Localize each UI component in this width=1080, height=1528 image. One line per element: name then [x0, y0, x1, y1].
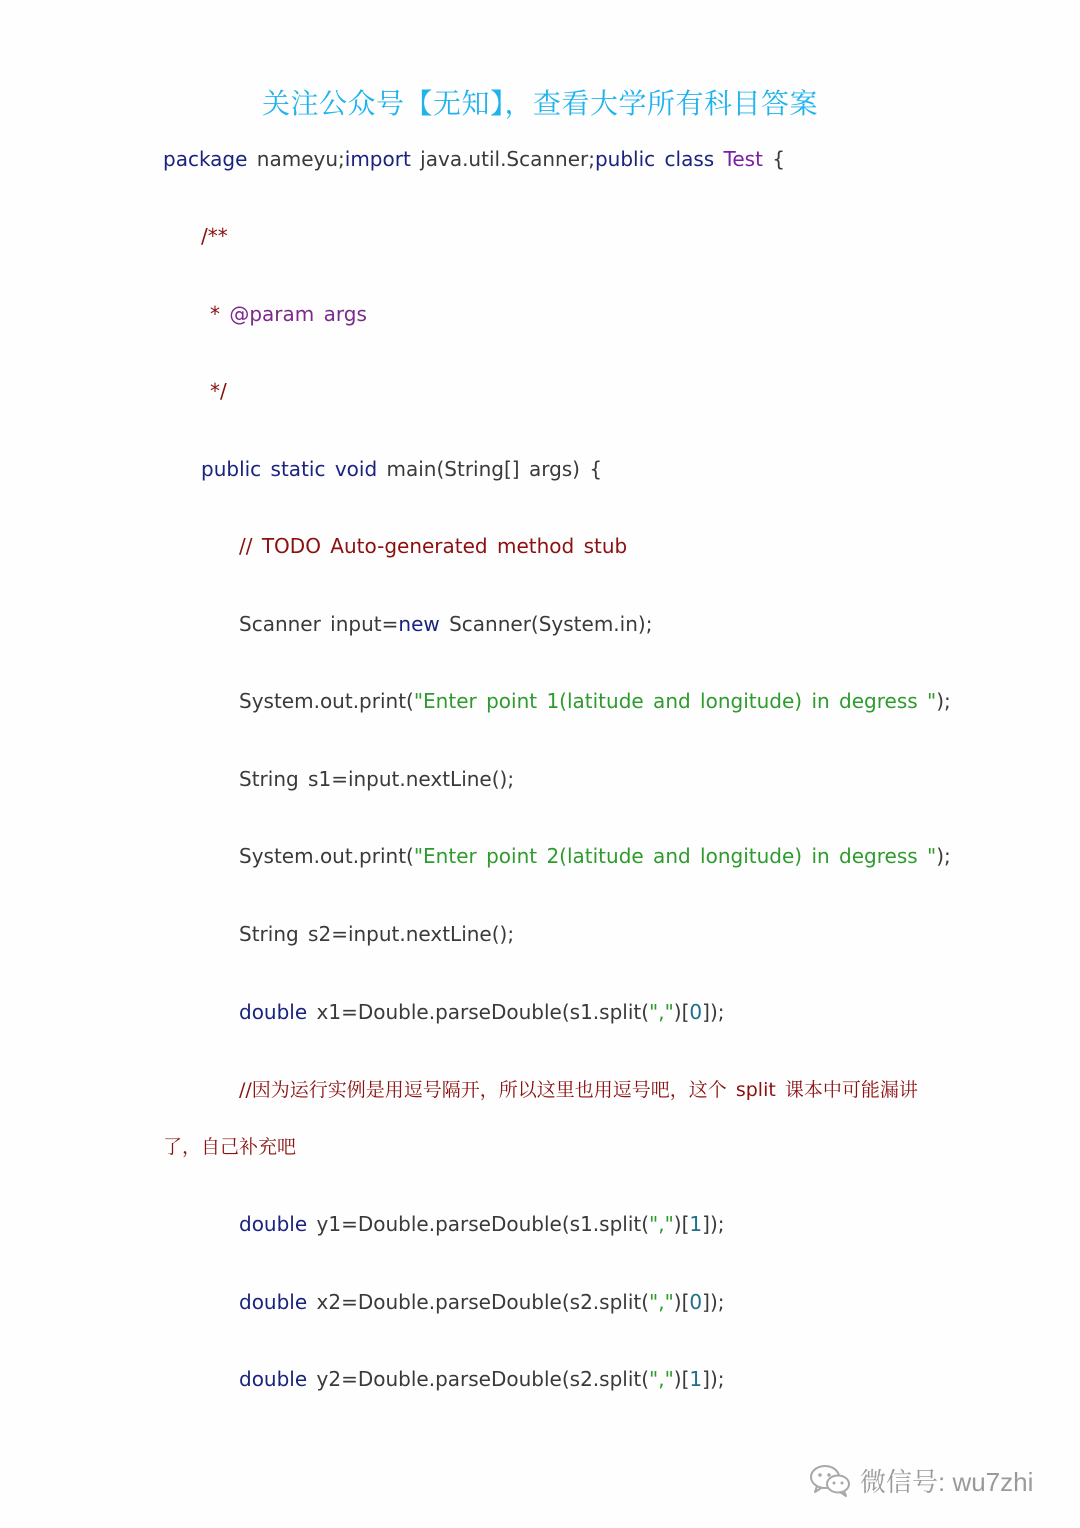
keyword: double [239, 1290, 308, 1314]
keyword: class [664, 147, 715, 171]
watermark-text: 微信号: wu7zhi [860, 1466, 1034, 1497]
code-text: nameyu; [247, 147, 345, 171]
wechat-watermark [808, 1460, 1033, 1500]
keyword: static [270, 457, 326, 481]
keyword: double [239, 1000, 308, 1024]
code-line-scanner [239, 610, 652, 638]
code-text: )[ [673, 1212, 690, 1236]
code-line-print-point1 [239, 687, 951, 715]
keyword: void [334, 457, 378, 481]
javadoc-text: args [314, 302, 367, 326]
code-line-package [163, 145, 785, 173]
code-text: ); [936, 689, 951, 713]
code-text: java.util.Scanner; [410, 147, 595, 171]
code-line-x1 [239, 998, 724, 1026]
code-line-y1 [239, 1210, 724, 1238]
keyword: import [344, 147, 411, 171]
comment-text: * [210, 302, 230, 326]
code-text: Scanner input= [239, 612, 399, 636]
code-line-read-s1: String s1=input.nextLine(); [239, 767, 515, 791]
string-literal: "Enter point 2(latitude and longitude) in degress " [413, 844, 937, 868]
string-literal: "," [649, 1290, 674, 1314]
number-literal: 1 [689, 1367, 703, 1391]
code-text: y1=Double.parseDouble(s1.split( [307, 1212, 650, 1236]
code-text: Scanner(System.in); [439, 612, 653, 636]
keyword: new [398, 612, 440, 636]
keyword: double [239, 1212, 308, 1236]
keyword: public [201, 457, 262, 481]
code-line-x2 [239, 1288, 724, 1316]
code-text [714, 147, 723, 171]
wechat-icon [808, 1462, 852, 1498]
number-literal: 0 [689, 1290, 703, 1314]
code-text: )[ [673, 1367, 690, 1391]
javadoc-tag: @param [229, 302, 315, 326]
code-line-todo-comment: // TODO Auto-generated method stub [239, 534, 628, 558]
code-text: x2=Double.parseDouble(s2.split( [307, 1290, 650, 1314]
code-text: ]); [702, 1367, 725, 1391]
code-text [655, 147, 664, 171]
code-text: ]); [702, 1290, 725, 1314]
code-text: ]); [702, 1000, 725, 1024]
code-line-main-signature [201, 455, 602, 483]
number-literal: 1 [689, 1212, 703, 1236]
code-text: )[ [673, 1290, 690, 1314]
code-line-y2 [239, 1365, 724, 1393]
code-line-cn-comment-cont: 了，自己补充吧 [163, 1136, 297, 1158]
code-text: y2=Double.parseDouble(s2.split( [307, 1367, 650, 1391]
string-literal: "," [649, 1000, 674, 1024]
class-name: Test [723, 147, 763, 171]
keyword: package [163, 147, 248, 171]
code-text: x1=Double.parseDouble(s1.split( [307, 1000, 650, 1024]
code-line-read-s2: String s2=input.nextLine(); [239, 922, 515, 946]
page-title: 关注公众号【无知】，查看大学所有科目答案 [261, 87, 818, 120]
code-text: main(String[] args) { [377, 457, 603, 481]
code-text: )[ [673, 1000, 690, 1024]
code-line-print-point2 [239, 842, 951, 870]
code-line-cn-comment: //因为运行实例是用逗号隔开，所以这里也用逗号吧，这个 split 课本中可能漏讲 [239, 1079, 918, 1101]
code-line-javadoc-param [210, 300, 367, 328]
code-text: System.out.print( [239, 689, 414, 713]
code-line-javadoc-close: */ [210, 379, 227, 403]
string-literal: "Enter point 1(latitude and longitude) in degress " [413, 689, 937, 713]
string-literal: "," [649, 1367, 674, 1391]
keyword: double [239, 1367, 308, 1391]
number-literal: 0 [689, 1000, 703, 1024]
code-text: System.out.print( [239, 844, 414, 868]
code-text: ); [936, 844, 951, 868]
keyword: public [594, 147, 656, 171]
code-text: ]); [702, 1212, 725, 1236]
code-line-javadoc-open: /** [201, 224, 228, 248]
string-literal: "," [649, 1212, 674, 1236]
code-text: { [762, 147, 786, 171]
